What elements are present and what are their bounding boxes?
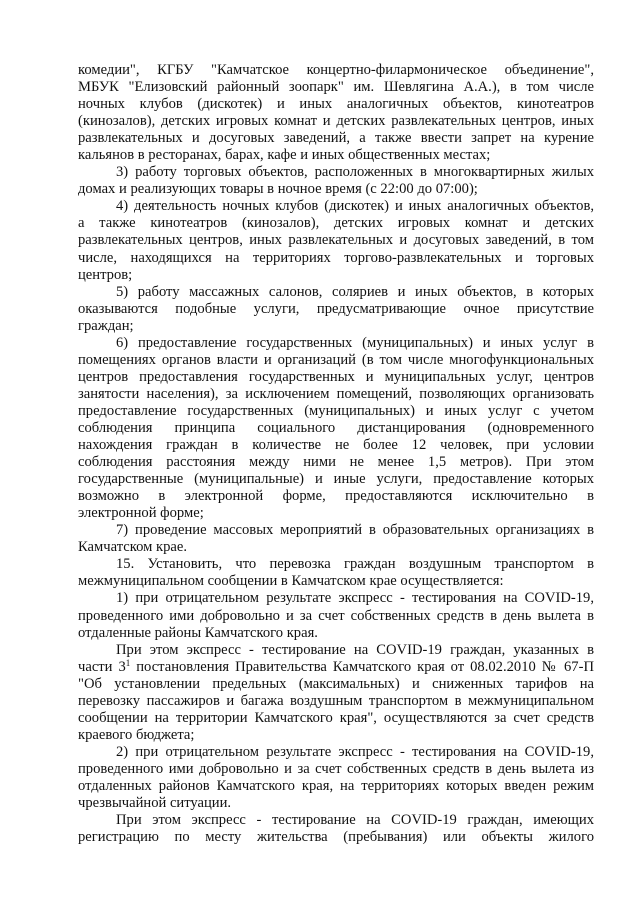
text-line: соблюдения принципа социального дистанцирования (одновременного	[78, 419, 594, 436]
text-line: центров;	[78, 266, 133, 283]
text-line: 5) работу массажных салонов, соляриев и иных объектов, в которых	[116, 283, 594, 300]
text-line: развлекательных центров, иных развлекательных и досуговых заведений, в том	[78, 232, 594, 249]
document-body	[78, 62, 594, 846]
text-line: 1) при отрицательном результате экспресс - тестирования на COVID-19,	[116, 590, 594, 607]
text-line: 4) деятельность ночных клубов (дискотек) и иных аналогичных объектов,	[116, 198, 594, 215]
text-line: Камчатском крае.	[78, 539, 187, 556]
text-line: соблюдения расстояния между ними не менее 1,5 метров). При этом	[78, 454, 594, 471]
text-line: "Об установлении предельных (максимальных) и сниженных тарифов на	[78, 675, 594, 692]
text-line: домах и реализующих товары в ночное время (с 22:00 до 07:00);	[78, 181, 478, 198]
text-line: краевого бюджета;	[78, 726, 195, 743]
text-line: 2) при отрицательном результате экспресс - тестирования на COVID-19,	[116, 743, 594, 760]
text-line: помещениях органов власти и организаций (в том числе многофункциональных	[78, 351, 594, 368]
text-line: При этом экспресс - тестирование на COVID-19 граждан, указанных в	[116, 641, 594, 658]
text-line: перевозку пассажиров и багажа воздушным транспортом в межмуниципальном	[78, 692, 594, 709]
text-line: 15. Установить, что перевозка граждан воздушным транспортом в	[116, 556, 594, 573]
text-line: межмуниципальном сообщении в Камчатском крае осуществляется:	[78, 573, 504, 590]
text-line: граждан;	[78, 317, 134, 334]
text-line: отдаленных районов Камчатского края, на территориях которых введен режим	[78, 777, 594, 794]
text-line: оказываются подобные услуги, предусматривающие очное присутствие	[78, 300, 594, 317]
text-line: нахождения граждан в количестве не более 12 человек, при условии	[78, 437, 594, 454]
superscript: 1	[125, 657, 131, 668]
text-line: предоставление государственных (муниципальных) и иных услуг с учетом	[78, 402, 594, 419]
text-line: части $3^1$ постановления Правительства Камчатского края от 08.02.2010 № 67-П	[78, 657, 594, 675]
text-line: отдаленные районы Камчатского края.	[78, 624, 318, 641]
text-line: проведенного ими добровольно и за счет собственных средств в день вылета из	[78, 760, 594, 777]
text-line: комедии", КГБУ "Камчатское концертно-филармоническое объединение",	[78, 62, 594, 78]
text-line: регистрацию по месту жительства (пребывания) или объекты жилого	[78, 829, 594, 846]
text-line: сообщении на территории Камчатского края", осуществляются за счет средств	[78, 709, 594, 726]
text-line: центров предоставления государственных и муниципальных услуг, центров	[78, 368, 594, 385]
text-line: 6) предоставление государственных (муниципальных) и иных услуг в	[116, 334, 594, 351]
text-line: (кинозалов), детских игровых комнат и детских развлекательных центров, иных	[78, 113, 594, 130]
text-line: развлекательных и досуговых заведений, а также ввести запрет на курение	[78, 130, 594, 147]
text-line: кальянов в ресторанах, барах, кафе и иных общественных местах;	[78, 147, 491, 164]
text-line: электронной форме;	[78, 505, 204, 522]
text-line: возможно в электронной форме, предоставляются исключительно в	[78, 488, 594, 505]
text-line: а также кинотеатров (кинозалов), детских игровых комнат и детских	[78, 215, 594, 232]
text-line: При этом экспресс - тестирование на COVID-19 граждан, имеющих	[116, 812, 594, 829]
text-line: 3) работу торговых объектов, расположенных в многоквартирных жилых	[116, 164, 594, 181]
text-line: проведенного ими добровольно и за счет собственных средств в день вылета в	[78, 607, 594, 624]
text-line: государственные (муниципальные) и иные услуги, предоставление которых	[78, 471, 594, 488]
text-line: МБУК "Елизовский районный зоопарк" им. Шевлягина А.А.), в том числе	[78, 79, 594, 96]
text-line: ночных клубов (дискотек) и иных аналогичных объектов, кинотеатров	[78, 96, 594, 113]
text-line: чрезвычайной ситуации.	[78, 795, 232, 812]
text-line: числе, находящихся на территориях торгово-развлекательных и торговых	[78, 249, 594, 266]
text-line: занятости населения), за исключением помещений, позволяющих организовать	[78, 385, 594, 402]
text-line: 7) проведение массовых мероприятий в образовательных организациях в	[116, 522, 594, 539]
